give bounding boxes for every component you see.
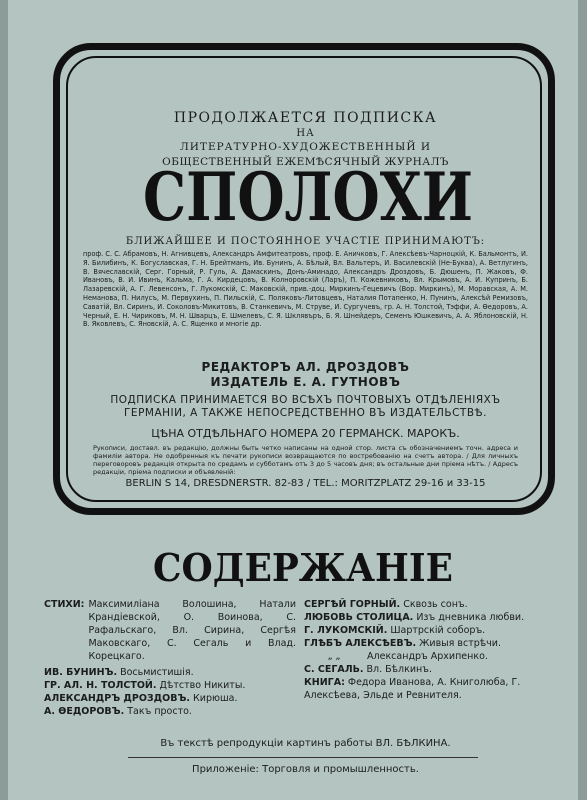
participants-list: проф. С. С. Абрамовъ, Н. Агнивцевъ, Александръ Амфитеатровъ, проф. Е. Аничковъ, Г. Алексѣевъ-Чарноцкій, К. Бальмонтъ, И. Я. Билибинъ, К. Богуславская, Г. Н. Брейтманъ, Ив. Бунинъ, А. Бѣлый, Вл. Вальтеръ, И. Василевскій (Не-Буква), А. Ветлугинъ, В. Вячеславскій, Серг. Горный, Р. Гуль, А. Дамаскинъ, Донъ-Аминадо, Александръ Дроздовъ, Б. Дюшенъ, П. Жаковъ, Ф. Ивановъ, В. И. Ивинъ, Кальма, Г. А. Кирдецовъ, В. Колноровскій (Ларъ), П. Кожевниковъ, Вл. Крымовъ, А. И. Купринъ, Б. Лазаревскій, А. Г. Левенсонъ, Г. Лукомскій, С. Маковскій, прив.-доц. Миркинъ-Гецевичъ (Вор. Миркинъ), М. Моравская, А. М. Неманова, П. Нилусъ, М. Первухинъ, П. Пильскій, С. Поляковъ-Литовцевъ, Наталия Потапенко, Н. Пунинъ, Алексѣй Ремизовъ, Саватій, Вл. Сиринъ, И. Соколовъ-Микитовъ, В. Станкевичъ, М. Струве, И. Сургучевъ, гр. А. Н. Толстой, Тэффи, А. Ѳедоровъ, А. Черный, Е. Н. Чириковъ, М. Н. Шварцъ, Е. Шмелевъ, С. Я. Шклявъръ, Б. Я. Шнейдеръ, Семенъ Юшкевичъ, А. А. Яблоновскій, Н. В. Яковлевъ, С. Яновскій, А. С. Ященко и многіе др.	[83, 250, 528, 329]
entry-work: Сквозь сонъ.	[403, 599, 468, 610]
entry-work: Максимиліана Волошина, Натали Крандіевской, О. Воинова, С. Рафальскаго, Вл. Сирина, Сергѣя Маковскаго, С. Сегаль и Влад. Корецкаго.	[88, 599, 296, 662]
subscription-line1: ПОДПИСКА ПРИНИМАЕТСЯ ВО ВСѢХЪ ПОЧТОВЫХЪ ОТДѢЛЕНІЯХЪ	[110, 394, 501, 406]
entry-author: ЛЮБОВЬ СТОЛИЦА.	[304, 612, 414, 623]
contents-entry	[44, 679, 296, 692]
entry-work: Живыя встрѣчи.	[419, 638, 501, 649]
editor-line	[78, 360, 533, 390]
contents-title	[148, 545, 458, 587]
contents-entry	[304, 598, 566, 611]
subscription-line2: ГЕРМАНІИ, А ТАКЖЕ НЕПОСРЕДСТВЕННО ВЪ ИЗДАТЕЛЬСТВѢ.	[124, 407, 487, 419]
contents-entry	[304, 637, 566, 650]
address-line: BERLIN S 14, DRESDNERSTR. 82-83 / TEL.: MORITZPLATZ 29-16 и 33-15	[125, 478, 486, 489]
fineprint: Рукописи, доставл. въ редакцію, должны быть четко написаны на одной стор. листа съ обозначениемъ точн. адреса и фамиліи автора. Не одобренныя къ печати рукописи возвращаются по востребованію на счетъ автора. / Для личныхъ переговоровъ редакція открыта по средамъ и субботамъ отъ 3 до 5 часовъ дня; въ остальные дни пріема нѣтъ. / Адресъ редакціи, пріема подписки и объявленій:	[93, 444, 518, 476]
entry-author: СЕРГѢЙ ГОРНЫЙ.	[304, 599, 401, 610]
editor: РЕДАКТОРЪ АЛ. ДРОЗДОВЪ	[201, 360, 410, 374]
contents-right-column	[304, 598, 566, 702]
entry-work: Александръ Архипенко.	[367, 651, 488, 662]
entry-author: КНИГА:	[304, 677, 345, 688]
contents-entry	[304, 663, 566, 676]
entry-work: Изъ дневника любви.	[416, 612, 525, 623]
journal-title-logo	[138, 166, 478, 228]
entry-work: Кирюша.	[193, 693, 238, 704]
entry-author: ГР. АЛ. Н. ТОЛСТОЙ.	[44, 680, 157, 691]
subscription-info	[78, 394, 533, 420]
contents-entry	[44, 705, 296, 718]
entry-author: Г. ЛУКОМСКІЙ.	[304, 625, 388, 636]
entry-author: А. ѲЕДОРОВЪ.	[44, 706, 125, 717]
on-label: НА	[296, 128, 315, 139]
magazine-page	[8, 0, 578, 800]
contents-entry	[304, 676, 566, 702]
entry-work: Дѣтство Никиты.	[159, 680, 246, 691]
entry-author: АЛЕКСАНДРЪ ДРОЗДОВЪ.	[44, 693, 190, 704]
journal-type-line2: ОБЩЕСТВЕННЫЙ ЕЖЕМѢСЯЧНЫЙ ЖУРНАЛЪ	[162, 156, 449, 168]
contents-entry	[44, 692, 296, 705]
entry-author: СТИХИ:	[44, 599, 85, 610]
entry-work: Вл. Бѣлкинъ.	[366, 664, 432, 675]
entry-work: Такъ просто.	[127, 706, 192, 717]
price-line: ЦѢНА ОТДѢЛЬНАГО НОМЕРА 20 ГЕРМАНСК. МАРОКЪ.	[151, 427, 460, 440]
divider	[128, 757, 478, 758]
entry-author: ГЛѢБЪ АЛЕКСѢЕВЪ.	[304, 638, 417, 649]
illustrations-note: Въ текстѣ репродукціи картинъ работы ВЛ. БѢЛКИНА.	[160, 738, 451, 749]
svg-text:СОДЕРЖАНІЕ: СОДЕРЖАНІЕ	[153, 545, 453, 587]
entry-author: ИВ. БУНИНЪ.	[44, 667, 118, 678]
entry-author: С. СЕГАЛЬ.	[304, 664, 364, 675]
supplement-note: Приложеніе: Торговля и промышленность.	[192, 764, 419, 775]
participants-heading: БЛИЖАЙШЕЕ И ПОСТОЯННОЕ УЧАСТІЕ ПРИНИМАЮТЪ:	[125, 236, 486, 247]
svg-text:СПОЛОХИ: СПОЛОХИ	[143, 166, 473, 228]
contents-entry	[304, 650, 566, 663]
publisher: ИЗДАТЕЛЬ Е. А. ГУТНОВЪ	[210, 375, 401, 389]
entry-author: „ „	[327, 651, 341, 662]
contents-entry	[304, 624, 566, 637]
contents-entry	[44, 666, 296, 679]
contents-entry	[304, 611, 566, 624]
contents-entry	[44, 598, 296, 663]
entry-work: Федора Иванова, А. Книголюба, Г. Алексѣева, Эльде и Ревнителя.	[304, 677, 521, 701]
journal-type-line1: ЛИТЕРАТУРНО-ХУДОЖЕСТВЕННЫЙ И	[180, 141, 431, 153]
subscription-heading: ПРОДОЛЖАЕТСЯ ПОДПИСКА	[173, 110, 438, 126]
entry-work: Восьмистишія.	[120, 667, 194, 678]
contents-left-column	[44, 598, 296, 718]
entry-work: Шартрскій соборъ.	[390, 625, 486, 636]
